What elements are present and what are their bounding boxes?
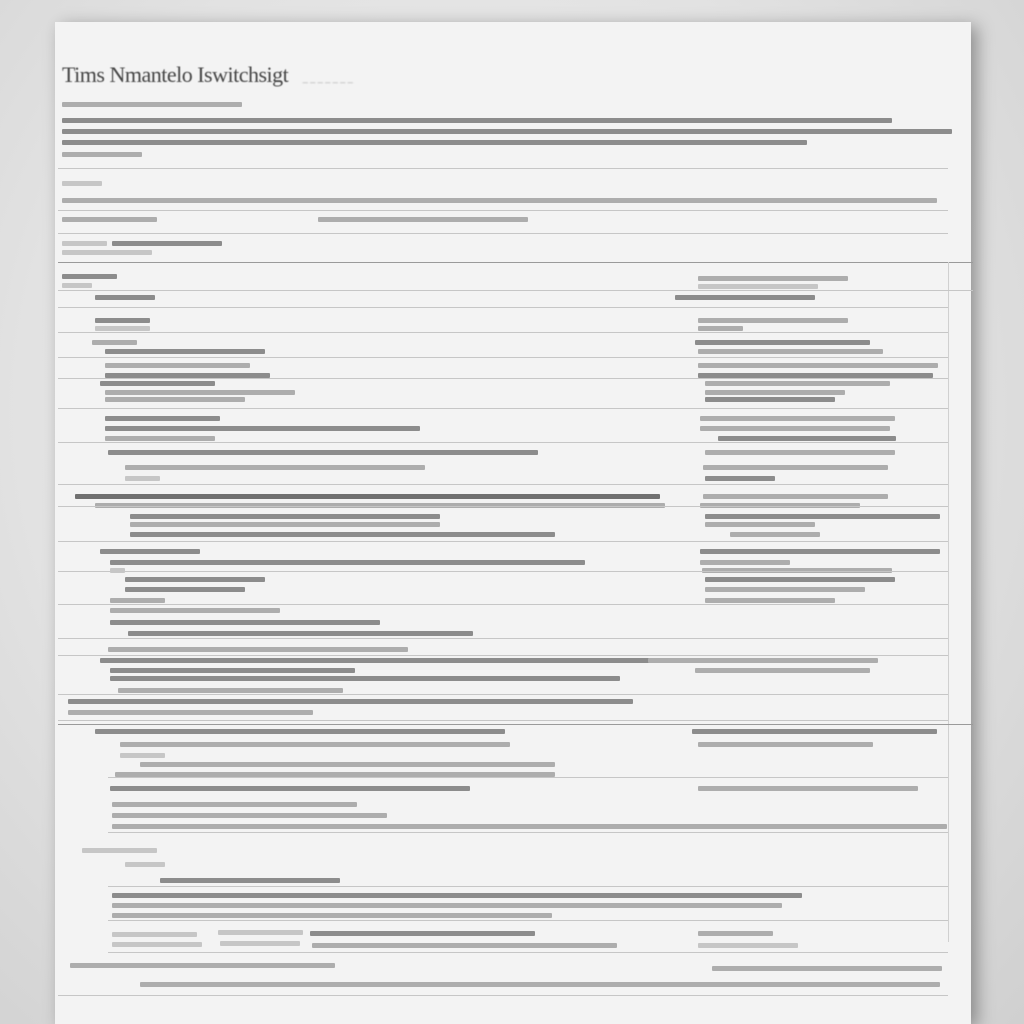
- table-cell-left: [130, 522, 440, 527]
- section-heading: [95, 729, 505, 734]
- table-cell-left: [95, 318, 150, 323]
- field-value: [698, 943, 798, 948]
- body-line: [112, 893, 802, 898]
- divider: [58, 307, 948, 308]
- divider: [108, 952, 948, 953]
- field-label: [112, 932, 197, 937]
- intro-line: [62, 129, 952, 134]
- section-label: [82, 848, 157, 853]
- table-cell-left: [110, 620, 380, 625]
- footer-line: [70, 963, 335, 968]
- divider: [58, 484, 948, 485]
- table-cell-right: [703, 494, 888, 499]
- table-cell-left: [95, 326, 150, 331]
- table-cell-left: [68, 710, 313, 715]
- intro-caption: [62, 102, 242, 107]
- table-cell-left: [125, 577, 265, 582]
- table-cell-right: [705, 587, 865, 592]
- table-cell-left: [92, 340, 137, 345]
- divider: [108, 777, 948, 778]
- divider: [58, 604, 948, 605]
- table-header: [698, 276, 848, 281]
- divider: [58, 571, 948, 572]
- table-cell-right: [648, 658, 878, 663]
- document-subtitle: _ _ _ _ _ _ _: [302, 72, 353, 83]
- field-label: [220, 941, 300, 946]
- field-label: [112, 942, 202, 947]
- table-cell-left: [100, 549, 200, 554]
- table-cell-left: [68, 699, 633, 704]
- table-cell-left: [108, 450, 538, 455]
- body-line: [112, 813, 387, 818]
- section-label: [62, 181, 102, 186]
- divider: [58, 541, 948, 542]
- document-title: Tims Nmantelo Iswitchsigt: [62, 62, 289, 87]
- table-cell-right: [698, 326, 743, 331]
- divider: [58, 638, 948, 639]
- body-line: [120, 742, 510, 747]
- footer-line: [712, 966, 942, 971]
- divider: [58, 378, 948, 379]
- divider: [58, 290, 973, 291]
- table-cell-right: [705, 381, 890, 386]
- intro-line: [62, 152, 142, 157]
- divider: [108, 920, 948, 921]
- body-line: [112, 802, 357, 807]
- field-label: [698, 931, 773, 936]
- table-cell-right: [705, 577, 895, 582]
- divider: [58, 262, 973, 263]
- divider: [58, 694, 948, 695]
- subheading: [160, 878, 340, 883]
- intro-line: [62, 118, 892, 123]
- table-cell-right: [675, 295, 815, 300]
- table-header: [62, 274, 117, 279]
- table-cell-left: [105, 349, 265, 354]
- table-cell-left: [105, 390, 295, 395]
- field-label: [218, 930, 303, 935]
- divider: [58, 168, 948, 169]
- divider: [58, 357, 948, 358]
- section-heading: [692, 729, 937, 734]
- divider: [58, 210, 948, 211]
- table-cell-left: [110, 676, 620, 681]
- table-cell-left: [105, 426, 420, 431]
- body-line: [112, 903, 782, 908]
- column-divider: [948, 262, 949, 942]
- table-cell-right: [700, 560, 790, 565]
- divider: [58, 724, 973, 725]
- row-text: [112, 241, 222, 246]
- table-cell-right: [705, 476, 775, 481]
- table-header: [698, 284, 818, 289]
- table-cell-left: [110, 608, 280, 613]
- table-cell-left: [105, 436, 215, 441]
- table-cell-right: [695, 340, 870, 345]
- table-cell-left: [105, 363, 250, 368]
- table-cell-left: [100, 381, 215, 386]
- table-cell-right: [698, 318, 848, 323]
- divider: [108, 886, 948, 887]
- table-cell-left: [108, 647, 408, 652]
- table-cell-left: [125, 476, 160, 481]
- table-cell-left: [110, 560, 585, 565]
- divider: [58, 332, 948, 333]
- divider: [108, 832, 948, 833]
- table-cell-right: [718, 436, 896, 441]
- table-cell-left: [128, 631, 473, 636]
- intro-line: [62, 140, 807, 145]
- table-cell-right: [700, 426, 890, 431]
- document-title-row: [62, 62, 353, 87]
- table-cell-right: [705, 522, 815, 527]
- body-line: [698, 786, 918, 791]
- table-cell-right: [700, 416, 895, 421]
- divider: [58, 655, 948, 656]
- table-cell-left: [100, 658, 685, 663]
- table-cell-left: [130, 514, 440, 519]
- table-cell-right: [705, 390, 845, 395]
- row-text: [62, 250, 152, 255]
- table-cell-right: [705, 598, 835, 603]
- divider: [58, 408, 948, 409]
- row-label: [62, 241, 107, 246]
- table-cell-left: [125, 465, 425, 470]
- table-cell-right: [695, 668, 870, 673]
- table-cell-left: [130, 532, 555, 537]
- body-line: [120, 753, 165, 758]
- table-cell-right: [705, 450, 895, 455]
- table-cell-left: [105, 416, 220, 421]
- table-cell-left: [118, 688, 343, 693]
- footer-line: [140, 982, 940, 987]
- body-line: [110, 786, 470, 791]
- divider: [58, 233, 948, 234]
- table-cell-left: [110, 598, 165, 603]
- table-cell-right: [703, 465, 888, 470]
- divider: [58, 720, 948, 721]
- table-cell-right: [700, 549, 940, 554]
- divider: [58, 506, 948, 507]
- body-line: [112, 913, 552, 918]
- table-cell-right: [698, 349, 883, 354]
- table-cell-left: [75, 494, 660, 499]
- table-cell-right: [730, 532, 820, 537]
- body-line: [140, 762, 555, 767]
- table-cell-right: [705, 514, 940, 519]
- column-header: [62, 217, 157, 222]
- table-cell-right: [705, 397, 835, 402]
- table-cell-left: [125, 587, 245, 592]
- body-line: [698, 742, 873, 747]
- section-label: [125, 862, 165, 867]
- divider: [58, 995, 948, 996]
- table-header: [62, 283, 92, 288]
- table-cell-left: [95, 295, 155, 300]
- summary-line: [62, 198, 937, 203]
- divider: [58, 442, 948, 443]
- column-header: [318, 217, 528, 222]
- field-value: [310, 931, 535, 936]
- table-cell-right: [698, 363, 938, 368]
- table-cell-left: [105, 397, 245, 402]
- body-line: [112, 824, 947, 829]
- table-cell-left: [110, 668, 355, 673]
- field-value: [312, 943, 617, 948]
